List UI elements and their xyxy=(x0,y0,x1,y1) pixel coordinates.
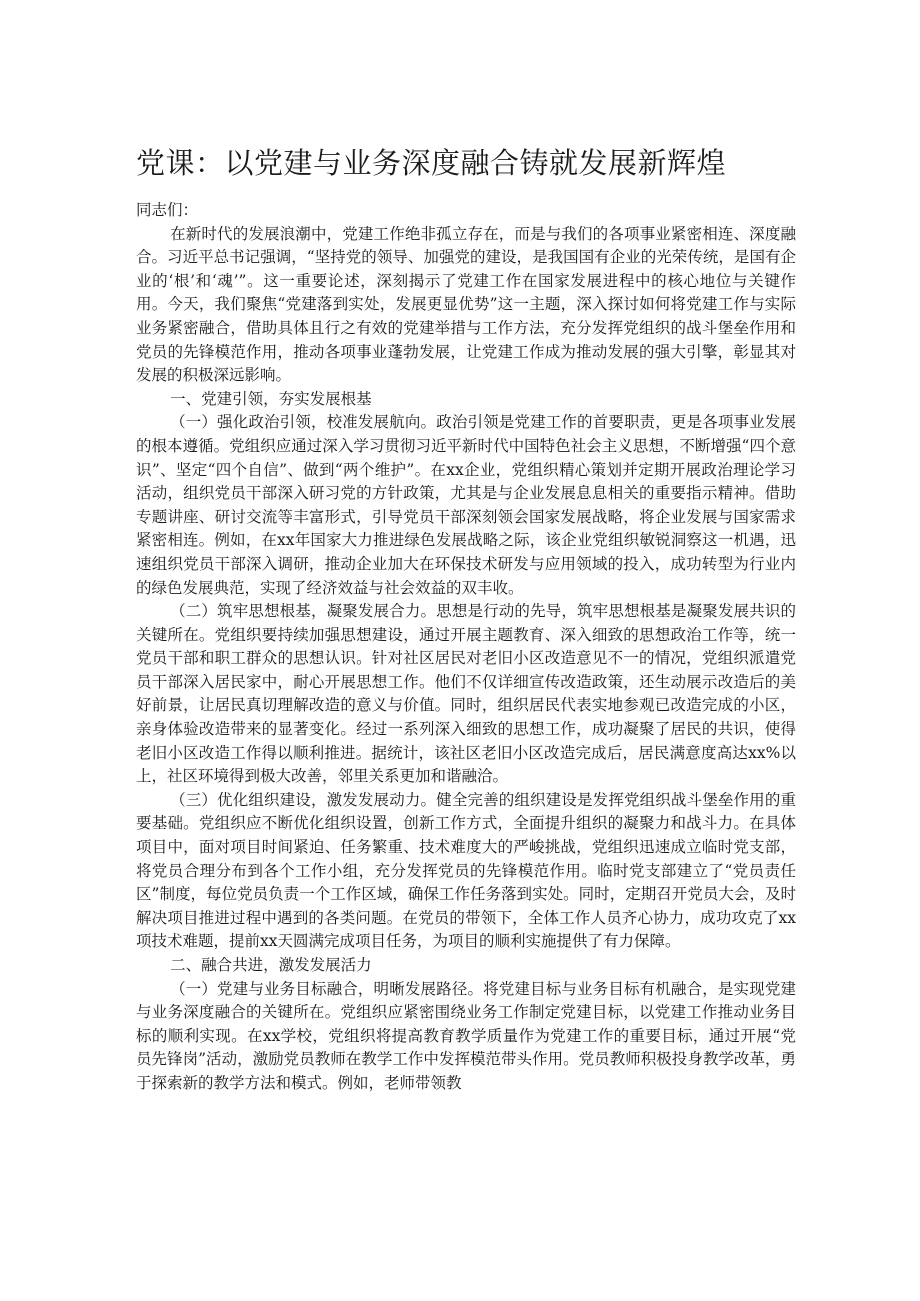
document-page xyxy=(136,145,796,1096)
section-1-paragraph-1: （一）强化政治引领，校准发展航向。政治引领是党建工作的首要职责，更是各项事业发展的根本遵循。党组织应通过深入学习贯彻习近平新时代中国特色社会主义思想，不断增强“四个意识”、坚定“四个自信”、做到“两个维护”。在xx企业，党组织精心策划并定期开展政治理论学习活动，组织党员干部深入研习党的方针政策，尤其是与企业发展息息相关的重要指示精神。借助专题讲座、研讨交流等丰富形式，引导党员干部深刻领会国家发展战略，将企业发展与国家需求紧密相连。例如，在xx年国家大力推进绿色发展战略之际，该企业党组织敏锐洞察这一机遇，迅速组织党员干部深入调研，推动企业加大在环保技术研发与应用领域的投入，成功转型为行业内的绿色发展典范，实现了经济效益与社会效益的双丰收。 xyxy=(136,413,796,597)
section-1-heading: 一、党建引领，夯实发展根基 xyxy=(170,389,372,408)
salutation: 同志们： xyxy=(136,201,199,219)
intro-paragraph: 在新时代的发展浪潮中，党建工作绝非孤立存在，而是与我们的各项事业紧密相连、深度融合。习近平总书记强调，“坚持党的领导、加强党的建设，是我国国有企业的光荣传统，是国有企业的‘根’和‘魂’”。这一重要论述，深刻揭示了党建工作在国家发展进程中的核心地位与关键作用。今天，我们聚焦“党建落到实处，发展更显优势”这一主题，深入探讨如何将党建工作与实际业务紧密融合，借助具体且行之有效的党建举措与工作方法，充分发挥党组织的战斗堡垒作用和党员的先锋模范作用，推动各项事业蓬勃发展，让党建工作成为推动发展的强大引擎，彰显其对发展的积极深远影响。 xyxy=(136,224,796,385)
section-1-paragraph-3: （三）优化组织建设，激发发展动力。健全完善的组织建设是发挥党组织战斗堡垒作用的重要基础。党组织应不断优化组织设置，创新工作方式，全面提升组织的凝聚力和战斗力。在具体项目中，面对项目时间紧迫、任务繁重、技术难度大的严峻挑战，党组织迅速成立临时党支部，将党员合理分布到各个工作小组，充分发挥党员的先锋模范作用。临时党支部建立了“党员责任区”制度，每位党员负责一个工作区域，确保工作任务落到实处。同时，定期召开党员大会，及时解决项目推进过程中遇到的各类问题。在党员的带领下，全体工作人员齐心协力，成功攻克了xx项技术难题，提前xx天圆满完成项目任务，为项目的顺利实施提供了有力保障。 xyxy=(136,790,796,951)
document-title: 党课：以党建与业务深度融合铸就发展新辉煌 xyxy=(136,146,727,180)
section-2-heading: 二、融合共进，激发发展活力 xyxy=(170,956,372,974)
section-1-paragraph-2: （二）筑牢思想根基，凝聚发展合力。思想是行动的先导，筑牢思想根基是凝聚发展共识的关键所在。党组织要持续加强思想建设，通过开展主题教育、深入细致的思想政治工作等，统一党员干部和职工群众的思想认识。针对社区居民对老旧小区改造意见不一的情况，党组织派遣党员干部深入居民家中，耐心开展思想工作。他们不仅详细宣传改造政策，还生动展示改造后的美好前景，让居民真切理解改造的意义与价值。同时，组织居民代表实地参观已改造完成的小区，亲身体验改造带来的显著变化。经过一系列深入细致的思想工作，成功凝聚了居民的共识，使得老旧小区改造工作得以顺利推进。据统计，该社区老旧小区改造完成后，居民满意度高达xx%以上，社区环境得到极大改善，邻里关系更加和谐融洽。 xyxy=(136,602,796,786)
section-2-paragraph-1: （一）党建与业务目标融合，明晰发展路径。将党建目标与业务目标有机融合，是实现党建与业务深度融合的关键所在。党组织应紧密围绕业务工作制定党建目标，以党建工作推动业务目标的顺利实现。在xx学校，党组织将提高教育教学质量作为党建工作的重要目标，通过开展“党员先锋岗”活动，激励党员教师在教学工作中发挥模范带头作用。党员教师积极投身教学改革，勇于探索新的教学方法和模式。例如，老师带领教 xyxy=(136,979,796,1092)
